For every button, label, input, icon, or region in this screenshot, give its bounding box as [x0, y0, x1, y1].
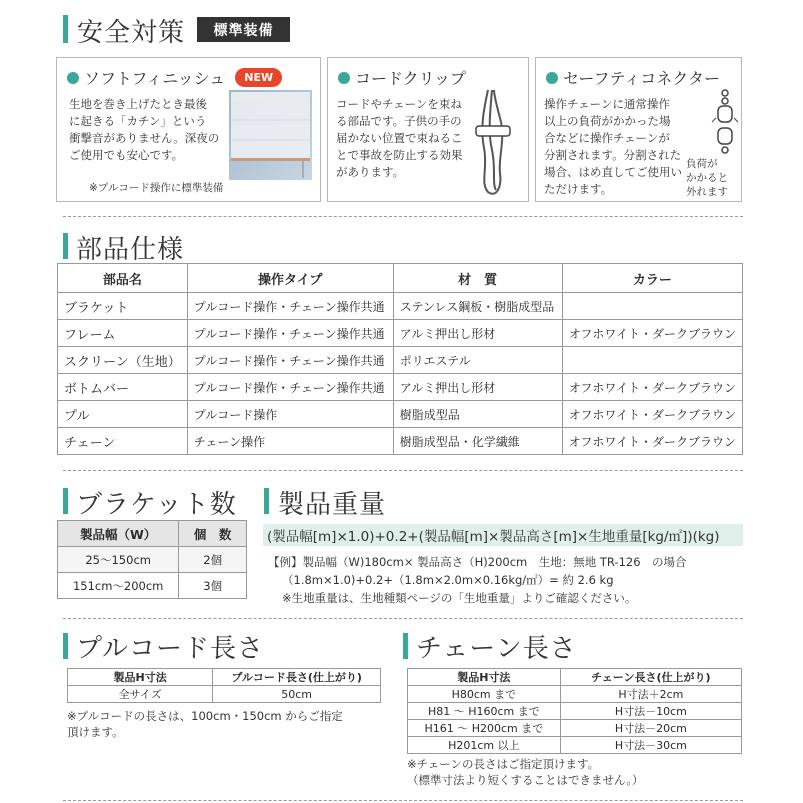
section-marker — [63, 15, 68, 43]
weight-example: 【例】製品幅（W)180cm× 製品高さ（H)200cm 生地：無地 TR-126 の場合 — [268, 555, 687, 569]
table-row: H80cm まで H寸法＋2cm — [408, 686, 742, 703]
bullet-icon — [546, 72, 558, 84]
column-header: カラー — [562, 264, 742, 293]
connector-callout-3: 外れます — [686, 186, 728, 198]
parts-table — [57, 263, 743, 455]
cord-clip-card — [327, 57, 529, 202]
table-row: フレーム プルコード操作・チェーン操作共通 アルミ押出し形材 オフホワイト・ダークブラウン — [58, 320, 743, 347]
safety-connector-icon — [708, 88, 742, 158]
weight-title: 製品重量 — [278, 490, 387, 520]
cord-clip-text: コードやチェーンを束ね る部品です。子供の手の 届かない位置で束ねるこ とで事故を防止する効果 があります。 — [336, 97, 463, 179]
chain-title: チェーン長さ — [416, 634, 577, 664]
chain-note: ※チェーンの長さはご指定頂けます。 （標準寸法より短くすることはできません。） — [407, 757, 644, 787]
table-row: ブラケット プルコード操作・チェーン操作共通 ステンレス鋼板・樹脂成型品 — [58, 293, 743, 320]
divider — [63, 470, 743, 471]
chain-table — [407, 668, 742, 754]
bracket-table — [57, 520, 247, 599]
column-header: 材 質 — [393, 264, 562, 293]
column-header: 部品名 — [58, 264, 188, 293]
column-header: 製品H寸法 — [408, 669, 561, 686]
safety-title: 安全対策 — [77, 18, 186, 48]
roller-blind-image — [229, 90, 312, 180]
cord-clip-icon — [466, 88, 526, 198]
column-header: 個 数 — [179, 521, 247, 547]
table-row: 25～150cm 2個 — [58, 547, 247, 573]
column-header: 操作タイプ — [187, 264, 393, 293]
bracket-title: ブラケット数 — [76, 490, 237, 520]
standard-equipment-badge: 標準装備 — [197, 17, 290, 42]
section-marker — [403, 633, 408, 659]
table-row: H161 ～ H200cm まで H寸法－20cm — [408, 720, 742, 737]
table-row: H81 ～ H160cm まで H寸法－10cm — [408, 703, 742, 720]
column-header: プルコード長さ(仕上がり) — [213, 669, 381, 686]
table-row: スクリーン（生地） プルコード操作・チェーン操作共通 ポリエステル — [58, 347, 743, 374]
connector-callout-2: かかると — [686, 172, 728, 184]
safety-connector-title: セーフティコネクター — [546, 66, 720, 89]
divider — [63, 800, 743, 801]
column-header: 製品幅（W） — [58, 521, 179, 547]
column-header: チェーン長さ(仕上がり) — [560, 669, 741, 686]
pullcord-title: プルコード長さ — [76, 634, 264, 664]
table-row: チェーン チェーン操作 樹脂成型品・化学繊維 オフホワイト・ダークブラウン — [58, 428, 743, 455]
table-row: 151cm～200cm 3個 — [58, 573, 247, 599]
section-marker — [63, 488, 68, 514]
soft-finish-note: ※プルコード操作に標準装備 — [89, 182, 224, 194]
soft-finish-text: 生地を巻き上げたとき最後 に起きる「カチン」という 衝撃音がありません。深夜の ご使用でも安心です。 — [69, 97, 220, 162]
new-badge: NEW — [235, 68, 282, 87]
table-row: ボトムバー プルコード操作・チェーン操作共通 アルミ押出し形材 オフホワイト・ダークブラウン — [58, 374, 743, 401]
bullet-icon — [67, 72, 79, 84]
weight-calculation: （1.8m×1.0)+0.2+（1.8m×2.0m×0.16kg/㎡）= 約 2.6 kg — [282, 573, 614, 587]
pullcord-table — [67, 668, 381, 703]
divider — [63, 216, 743, 217]
divider — [63, 618, 743, 619]
section-marker — [264, 488, 269, 514]
column-header: 製品H寸法 — [68, 669, 213, 686]
section-marker — [63, 233, 68, 259]
soft-finish-title: ソフトフィニッシュ NEW — [67, 66, 282, 89]
table-row: 全サイズ 50cm — [68, 686, 381, 703]
soft-finish-card — [56, 57, 321, 202]
connector-callout-1: 負荷が — [686, 158, 718, 170]
parts-title: 部品仕様 — [76, 235, 185, 265]
safety-connector-card — [535, 57, 742, 202]
section-marker — [63, 633, 68, 659]
weight-formula: (製品幅[m]×1.0)+0.2+(製品幅[m]×製品高さ[m]×生地重量[kg/㎡])(kg) — [263, 524, 743, 546]
table-row: プル プルコード操作 樹脂成型品 オフホワイト・ダークブラウン — [58, 401, 743, 428]
weight-note: ※生地重量は、生地種類ページの「生地重量」よりご確認ください。 — [282, 591, 637, 605]
pullcord-note: ※プルコードの長さは、100cm・150cm からご指定 頂けます。 — [67, 709, 343, 739]
table-row: H201cm 以上 H寸法－30cm — [408, 737, 742, 754]
safety-connector-text: 操作チェーンに通常操作 以上の負荷がかかった場 合などに操作チェーンが 分割されます。分割された 場合、はめ直してご使用い ただけます。 — [544, 97, 682, 196]
bullet-icon — [338, 72, 350, 84]
cord-clip-title: コードクリップ — [338, 66, 466, 89]
